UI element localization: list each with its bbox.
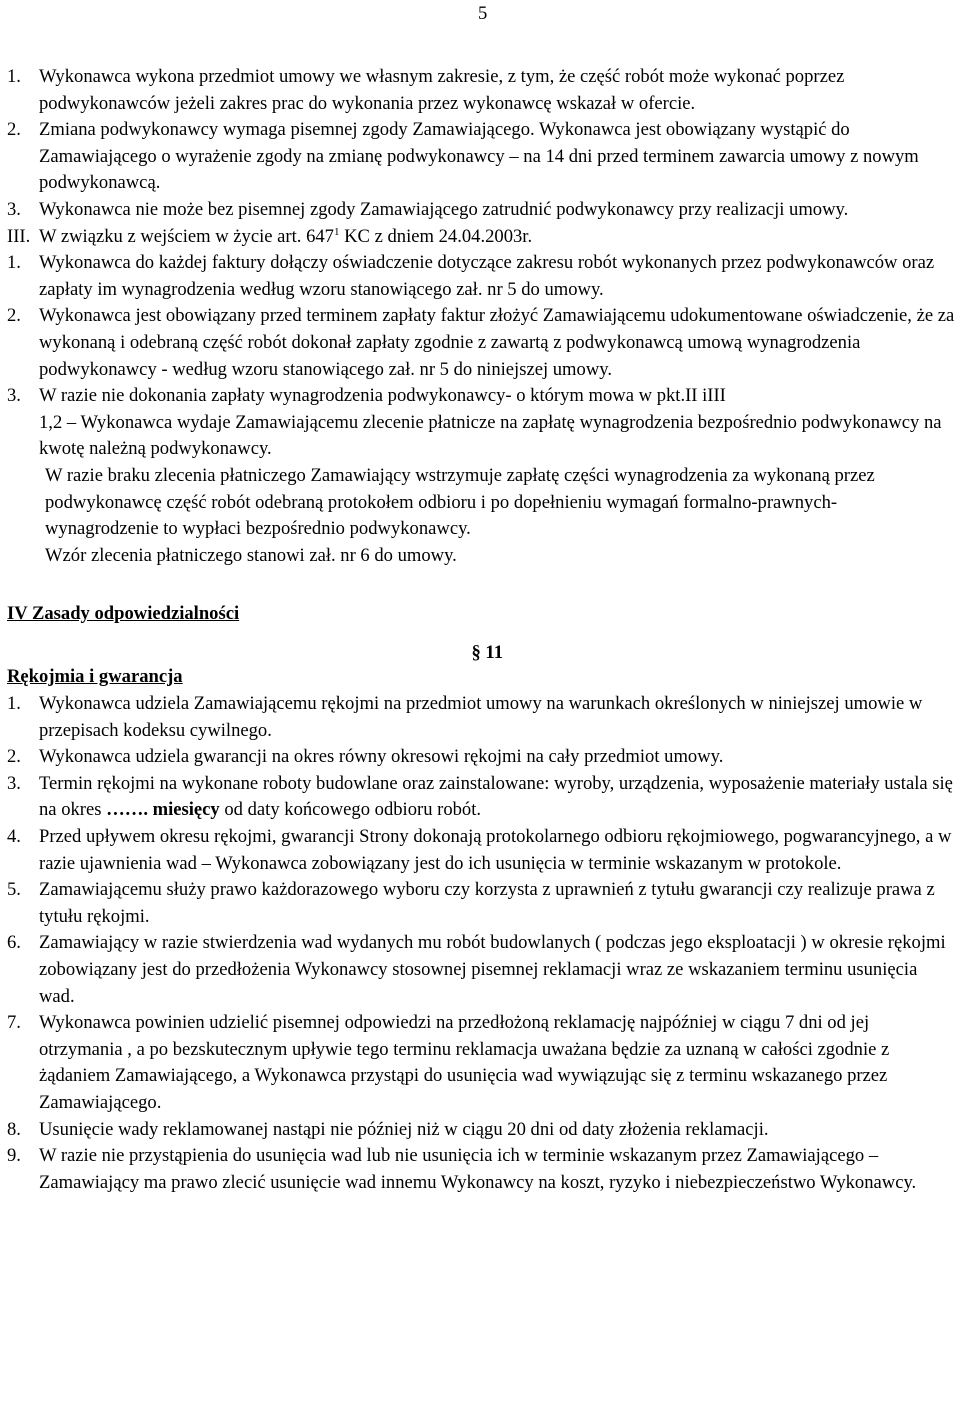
item-text: Wykonawca jest obowiązany przed terminem zapłaty faktur złożyć Zamawiającemu udokumentowane oświadczenie, że za wykonaną i odebraną część robót dokonał zapłaty zgodnie z zawartą z podwykonawcą umową wynagrodzenia podwykonawcy - według wzoru stanowiącego zał. nr 5 do niniejszej umowy. [39,305,955,380]
list-item [7,117,955,197]
item-text: Wykonawca powinien udzielić pisemnej odpowiedzi na przedłożoną reklamację najpóźniej w ciągu 7 dni od jej otrzymania , a po bezskutecznym upływie tego terminu reklamacja uważana będzie za uznaną w całości zgodnie z żądaniem Zamawiającego, a Wykonawca przystąpi do usunięcia wad wywiązując się z terminu wskazanego przez Zamawiającego. [39,1012,890,1113]
list-item [7,64,955,117]
section-text: W związku z wejściem w życie art. 647 [39,225,334,247]
list-item [7,771,955,824]
list-item [7,303,955,383]
item-continuation: 1,2 – Wykonawca wydaje Zamawiającemu zlecenie płatnicze na zapłatę wynagrodzenia bezpośrednio podwykonawcy na kwotę należną podwykonawcy. [39,411,942,460]
article-superscript: 1 [333,225,340,238]
item-number: 3. [7,385,21,407]
item-continuation: Wzór zlecenia płatniczego stanowi zał. nr 6 do umowy. [45,544,457,566]
item-number: 9. [7,1145,21,1167]
section-iv-heading: IV Zasady odpowiedzialności [7,603,240,625]
item-number: 6. [7,932,21,954]
payment-clauses [7,250,955,569]
item-text: Wykonawca udziela Zamawiającemu rękojmi na przedmiot umowy na warunkach określonych w niniejszej umowie w przepisach kodeksu cywilnego. [39,693,923,741]
item-number: 3. [7,198,21,220]
item-number: 2. [7,305,21,327]
list-item [7,250,955,303]
item-text: Zamawiającemu służy prawo każdorazowego wyboru czy korzysta z uprawnień z tytułu gwarancji czy realizuje prawa z tytułu rękojmi. [39,879,935,927]
list-item [7,1010,955,1116]
item-number: 1. [7,252,21,274]
item-number: 1. [7,66,21,87]
item-text-end: od daty końcowego odbioru robót. [219,799,482,821]
item-text: Wykonawca udziela gwarancji na okres równy okresowi rękojmi na cały przedmiot umowy. [39,746,724,768]
list-item [7,691,955,744]
item-number: 3. [7,772,21,794]
item-number: 4. [7,826,21,848]
item-text: Termin rękojmi na wykonane roboty budowlane oraz zainstalowane: wyroby, urządzenia, wyposażenie materiały ustala się na okres [39,772,953,821]
warranty-period: ……. miesięcy [106,799,220,821]
item-continuation: W razie braku zlecenia płatniczego Zamawiający wstrzymuje zapłatę części wynagrodzenia za wykonaną przez podwykonawcę część robót odebraną protokołem odbioru i po dopełnieniu wymagań formalno-prawnych- wynagrodzenie to wypłaci bezpośrednio podwykonawcy. [45,464,875,540]
list-item [7,824,955,877]
list-item [7,197,955,224]
paragraph-mark: § 11 [471,641,503,663]
section-iii-heading [7,224,955,251]
item-number: 1. [7,693,21,715]
item-text: W razie nie dokonania zapłaty wynagrodzenia podwykonawcy- o którym mowa w pkt.II iIII [39,385,726,407]
section-number: III. [7,225,31,247]
item-text: Usunięcie wady reklamowanej nastąpi nie później niż w ciągu 20 dni od daty złożenia reklamacji. [39,1118,769,1140]
warranty-clauses [7,691,955,1196]
item-text: Zamawiający w razie stwierdzenia wad wydanych mu robót budowlanych ( podczas jego eksploatacji ) w okresie rękojmi zobowiązany jest do przedłożenia Wykonawcy stosownej pisemnej reklamacji wraz ze wskazaniem terminu usunięcia wad. [39,932,946,1007]
list-item [7,744,955,771]
item-number: 7. [7,1012,21,1034]
item-text: Wykonawca do każdej faktury dołączy oświadczenie dotyczące zakresu robót wykonanych przez podwykonawców oraz zapłaty im wynagrodzenia według wzoru stanowiącego zał. nr 5 do umowy. [39,252,935,300]
section-text-end: KC z dniem 24.04.2003r. [339,225,533,247]
list-item [7,1117,955,1144]
list-item [7,383,955,410]
subcontractor-clauses [7,64,955,224]
item-number: 8. [7,1118,21,1140]
document-body [7,64,955,1196]
item-number: 5. [7,879,21,901]
item-text: Zmiana podwykonawcy wymaga pisemnej zgody Zamawiającego. Wykonawca jest obowiązany wystąpić do Zamawiającego o wyrażenie zgody na zmianę podwykonawcy – na 14 dni przed terminem zawarcia umowy z nowym podwykonawcą. [39,119,919,194]
item-number: 2. [7,746,21,768]
item-text: Wykonawca wykona przedmiot umowy we własnym zakresie, z tym, że część robót może wykonać poprzez podwykonawców jeżeli zakres prac do wykonania przez wykonawcę wskazał w ofercie. [39,66,845,114]
warranty-heading: Rękojmia i gwarancja [7,666,183,688]
item-text: Przed upływem okresu rękojmi, gwarancji Strony dokonają protokolarnego odbioru rękojmiowego, pogwarancyjnego, a w razie ujawnienia wad – Wykonawca zobowiązany jest do ich usunięcia w terminie wskazanym w protokole. [39,826,952,874]
item-text: Wykonawca nie może bez pisemnej zgody Zamawiającego zatrudnić podwykonawcy przy realizacji umowy. [39,198,849,220]
list-item [7,877,955,930]
list-item [7,930,955,1010]
list-item [7,1143,955,1196]
page-number: 5 [478,3,488,24]
item-text: W razie nie przystąpienia do usunięcia wad lub nie usunięcia ich w terminie wskazanym przez Zamawiającego – Zamawiający ma prawo zlecić usunięcie wad innemu Wykonawcy na koszt, ryzyko i niebezpieczeństwo Wykonawcy. [39,1145,917,1193]
item-number: 2. [7,119,21,141]
